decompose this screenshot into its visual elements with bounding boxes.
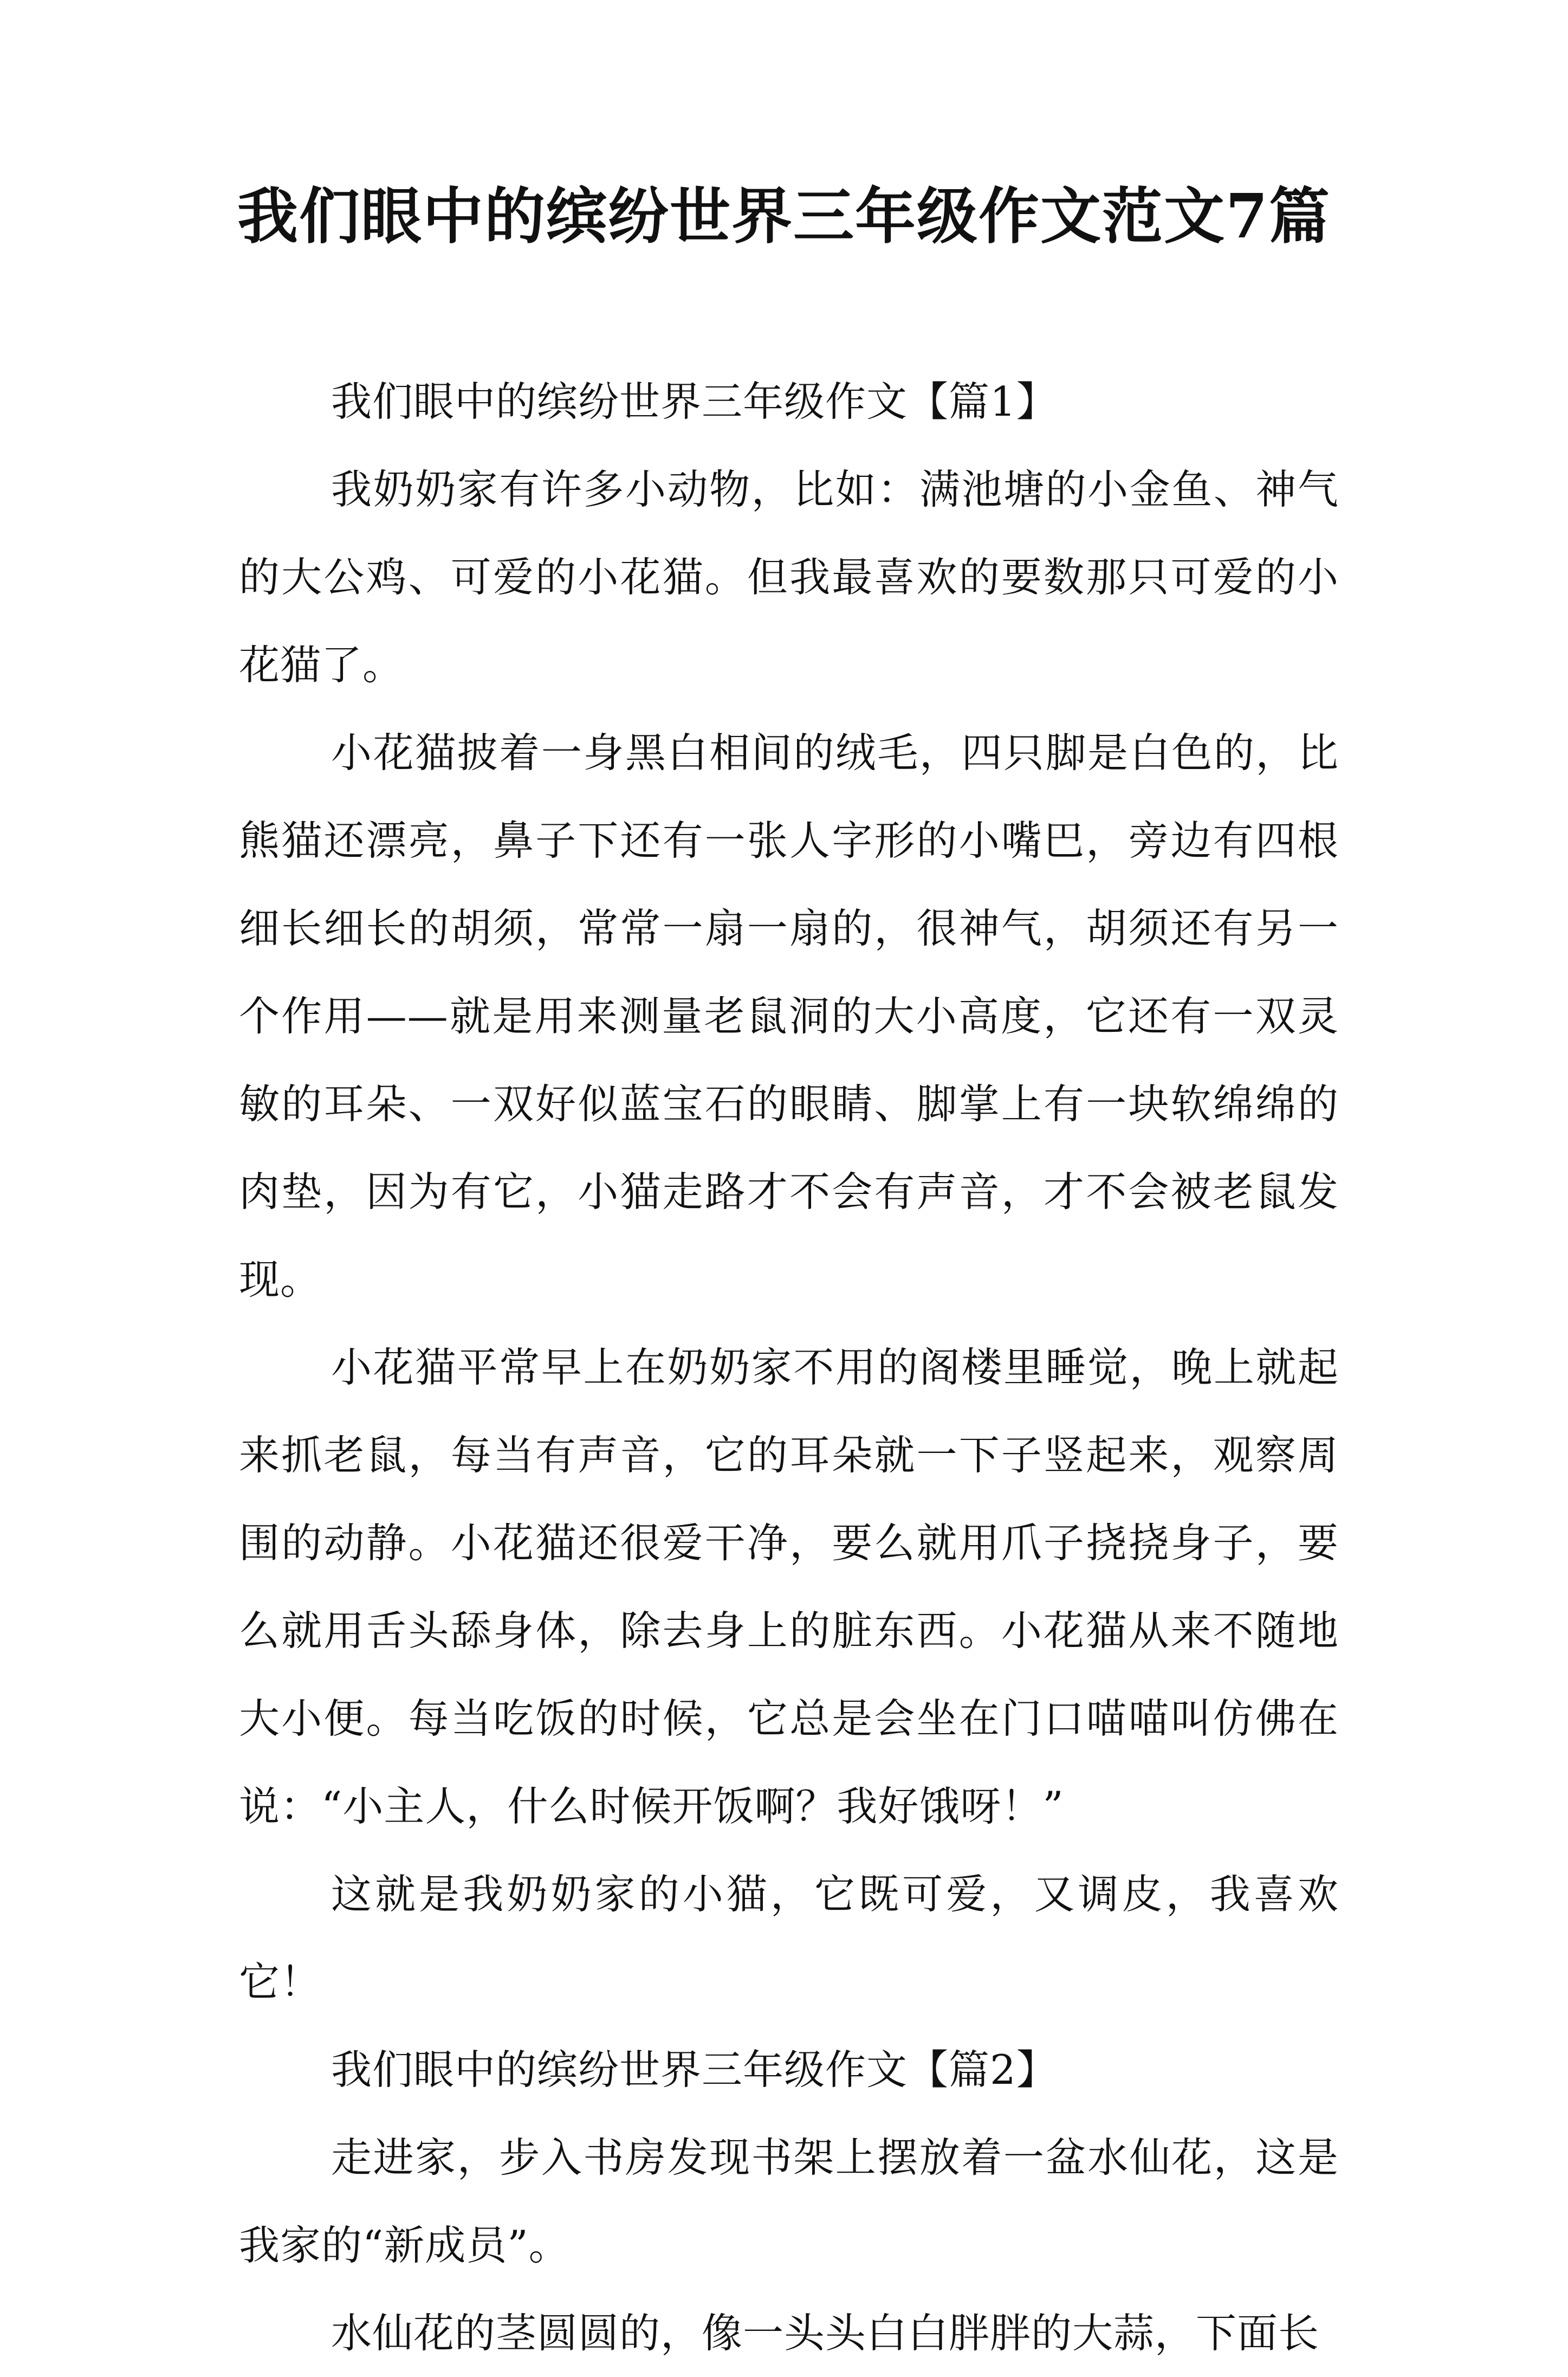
paragraph: 小花猫平常早上在奶奶家不用的阁楼里睡觉，晚上就起来抓老鼠，每当有声音，它的耳朵就一下子竖起来，观察周围的动静。小花猫还很爱干净，要么就用爪子挠挠身子，要么就用舌头舔身体，除去身上的脏东西。小花猫从来不随地大小便。每当吃饭的时候，它总是会坐在门口喵喵叫仿佛在说：“小主人，什么时候开饭啊？我好饿呀！”	[239, 1343, 1339, 1830]
paragraph: 走进家，步入书房发现书架上摆放着一盆水仙花，这是我家的“新成员”。	[239, 2134, 1339, 2269]
paragraph: 这就是我奶奶家的小猫，它既可爱，又调皮，我喜欢它！	[239, 1870, 1339, 2006]
paragraph: 水仙花的茎圆圆的，像一头头白白胖胖的大蒜，下面长	[331, 2309, 1320, 2357]
document-body	[239, 358, 1339, 2377]
paragraph: 我奶奶家有许多小动物，比如：满池塘的小金鱼、神气的大公鸡、可爱的小花猫。但我最喜欢的要数那只可爱的小花猫了。	[239, 466, 1339, 689]
essay-heading-2: 我们眼中的缤纷世界三年级作文【篇2】	[331, 2046, 1058, 2094]
document-title: 我们眼中的缤纷世界三年级作文范文7篇	[237, 181, 1331, 252]
paragraph: 小花猫披着一身黑白相间的绒毛，四只脚是白色的，比熊猫还漂亮，鼻子下还有一张人字形的小嘴巴，旁边有四根细长细长的胡须，常常一扇一扇的，很神气，胡须还有另一个作用——就是用来测量老鼠洞的大小高度，它还有一双灵敏的耳朵、一双好似蓝宝石的眼睛、脚掌上有一块软绵绵的肉垫，因为有它，小猫走路才不会有声音，才不会被老鼠发现。	[239, 729, 1339, 1303]
essay-heading-1: 我们眼中的缤纷世界三年级作文【篇1】	[331, 378, 1058, 425]
